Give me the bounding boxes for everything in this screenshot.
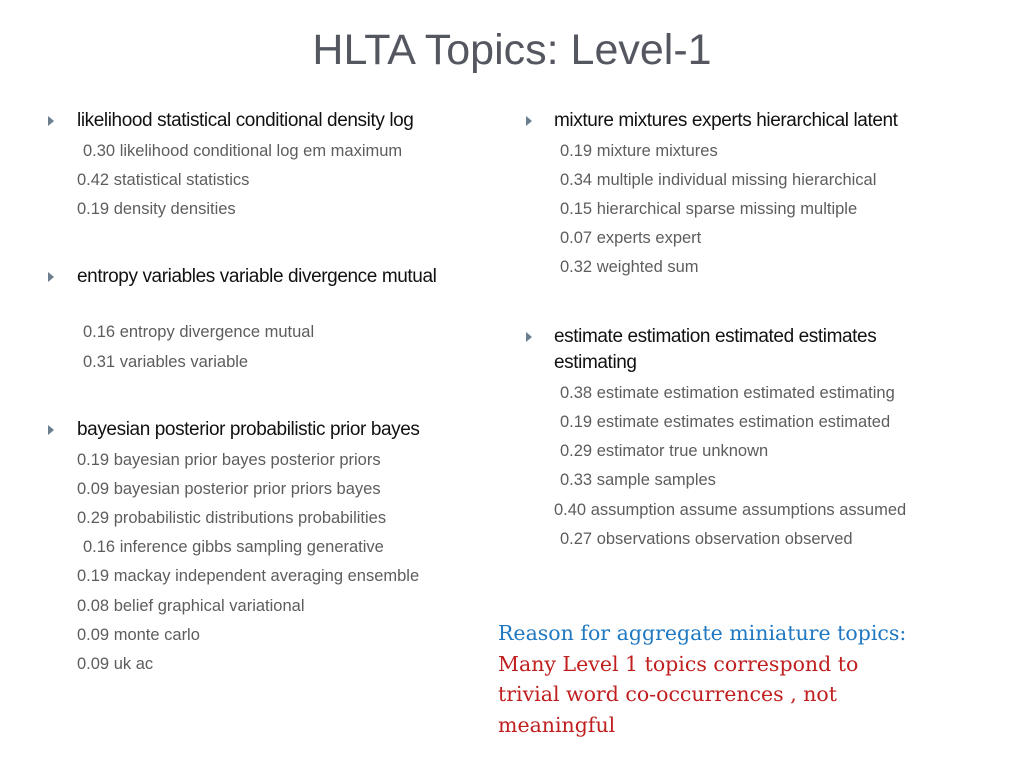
topic-row: 0.29 estimator true unknown: [560, 442, 769, 460]
topic-row: 0.27 observations observation observed: [560, 530, 853, 548]
topic-heading: bayesian posterior probabilistic prior bayes: [77, 419, 420, 440]
topic-row: 0.42 statistical statistics: [77, 171, 250, 189]
topic-row: 0.31 variables variable: [83, 353, 249, 371]
note-line: meaningful: [498, 712, 616, 737]
topic-row: 0.09 bayesian posterior prior priors bayes: [77, 480, 381, 498]
topic-row: 0.19 density densities: [77, 200, 236, 218]
reason-note: [498, 618, 968, 740]
note-line-reason: Reason for aggregate miniature topics:: [498, 621, 907, 645]
slide-title: HLTA Topics: Level-1: [312, 26, 712, 74]
topic-row: 0.07 experts expert: [560, 229, 702, 247]
topic-row: 0.19 estimate estimates estimation estimated: [560, 413, 891, 431]
topic-heading: entropy variables variable divergence mutual: [77, 266, 437, 287]
topic-row: 0.38 estimate estimation estimated estimating: [560, 384, 895, 402]
topic-row: 0.08 belief graphical variational: [77, 597, 305, 615]
topic-row: 0.29 probabilistic distributions probabilities: [77, 509, 387, 527]
bullet-arrow-icon: [526, 116, 532, 126]
bullet-arrow-icon: [48, 116, 54, 126]
topic-row: 0.19 mixture mixtures: [560, 142, 718, 160]
topic-heading: likelihood statistical conditional density log: [77, 110, 414, 131]
bullet-arrow-icon: [48, 272, 54, 282]
topic-heading: estimate estimation estimated estimates estimating: [554, 326, 877, 373]
topic-row: 0.30 likelihood conditional log em maximum: [83, 142, 403, 160]
topic-row: 0.09 uk ac: [77, 655, 154, 673]
topic-row: 0.16 inference gibbs sampling generative: [83, 538, 384, 556]
topic-row: 0.40 assumption assume assumptions assumed: [554, 501, 907, 519]
note-line: Many Level 1 topics correspond to: [498, 651, 859, 676]
bullet-arrow-icon: [48, 425, 54, 435]
topic-row: 0.34 multiple individual missing hierarchical: [560, 171, 877, 189]
topic-row: 0.09 monte carlo: [77, 626, 200, 644]
bullet-arrow-icon: [526, 332, 532, 342]
topic-row: 0.15 hierarchical sparse missing multiple: [560, 200, 858, 218]
topic-row: 0.19 bayesian prior bayes posterior priors: [77, 451, 381, 469]
note-line: trivial word co-occurrences , not: [498, 682, 838, 706]
topic-row: 0.16 entropy divergence mutual: [83, 323, 315, 341]
topic-row: 0.19 mackay independent averaging ensemble: [77, 567, 420, 585]
topic-row: 0.33 sample samples: [560, 471, 716, 489]
topic-heading: mixture mixtures experts hierarchical latent: [554, 110, 898, 131]
topic-row: 0.32 weighted sum: [560, 258, 699, 276]
